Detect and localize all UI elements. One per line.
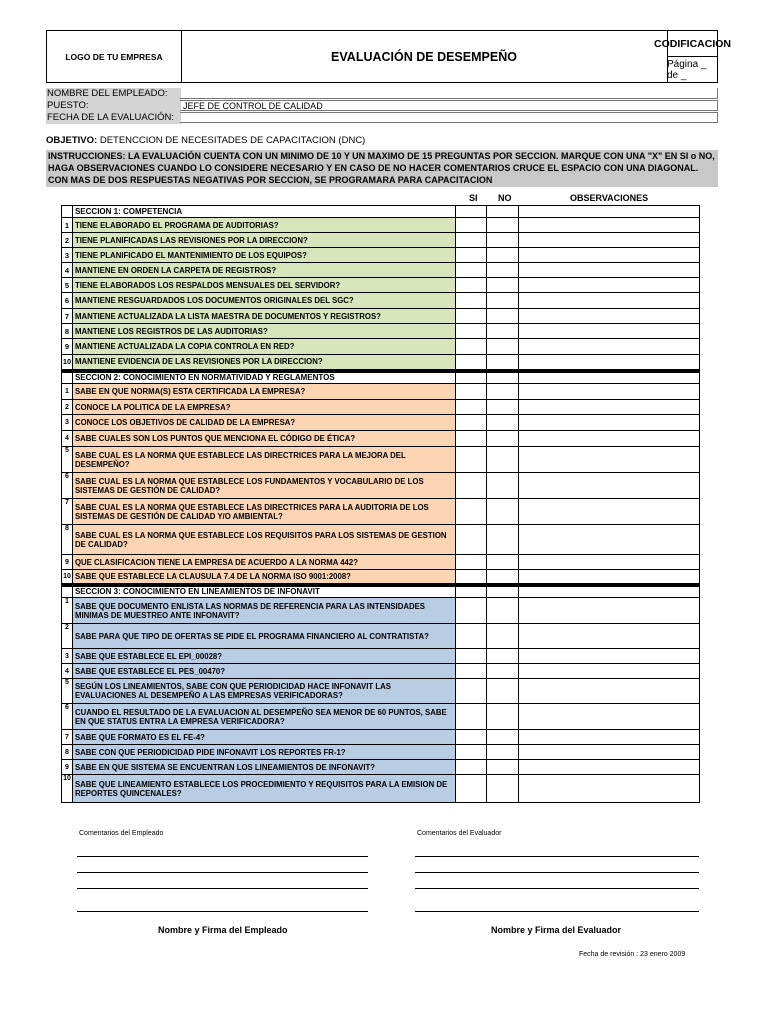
observations-cell[interactable] bbox=[518, 293, 699, 309]
question-text: SABE EN QUE SISTEMA SE ENCUENTRAN LOS LINEAMIENTOS DE INFONAVIT? bbox=[72, 760, 455, 775]
answer-si-cell[interactable] bbox=[455, 415, 487, 431]
answer-si-cell[interactable] bbox=[455, 745, 487, 760]
section-header-row bbox=[62, 585, 700, 598]
answer-no-cell[interactable] bbox=[487, 649, 519, 664]
question-text: MANTIENE EVIDENCIA DE LAS REVISIONES POR LA DIRECCION? bbox=[72, 355, 455, 371]
observations-cell[interactable] bbox=[518, 384, 699, 400]
evaluator-comments-label: Comentarios del Evaluador bbox=[417, 830, 502, 837]
question-row bbox=[62, 400, 700, 415]
answer-si-cell[interactable] bbox=[455, 525, 487, 555]
observations-cell bbox=[518, 206, 699, 218]
answer-no-cell[interactable] bbox=[487, 730, 519, 745]
answer-no-cell[interactable] bbox=[487, 339, 519, 355]
question-number: 6 bbox=[62, 473, 73, 499]
question-row bbox=[62, 324, 700, 339]
answer-si-cell[interactable] bbox=[455, 431, 487, 447]
question-row bbox=[62, 248, 700, 263]
question-row bbox=[62, 624, 700, 649]
observations-cell[interactable] bbox=[518, 218, 699, 233]
answer-si-cell[interactable] bbox=[455, 775, 487, 803]
answer-no-cell[interactable] bbox=[487, 447, 519, 473]
section-header-row bbox=[62, 371, 700, 384]
answer-si-cell[interactable] bbox=[455, 704, 487, 730]
answer-no-cell[interactable] bbox=[487, 624, 519, 649]
employee-row bbox=[46, 88, 718, 100]
observations-cell[interactable] bbox=[518, 525, 699, 555]
question-number: 5 bbox=[62, 679, 73, 704]
col-no: NO bbox=[498, 193, 512, 203]
evaluator-signature-line[interactable] bbox=[415, 911, 699, 912]
page-number: Página _ de _ bbox=[667, 58, 707, 81]
question-row bbox=[62, 775, 700, 803]
col-si: SI bbox=[469, 193, 478, 203]
question-row bbox=[62, 649, 700, 664]
answer-no-cell[interactable] bbox=[487, 664, 519, 679]
question-number: 1 bbox=[62, 598, 73, 624]
question-row bbox=[62, 339, 700, 355]
answer-si-cell[interactable] bbox=[455, 570, 487, 585]
answer-no-cell[interactable] bbox=[487, 570, 519, 585]
question-text: MANTIENE ACTUALIZADA LA COPIA CONTROLA EN RED? bbox=[72, 339, 455, 355]
answer-si-cell[interactable] bbox=[455, 233, 487, 248]
employee-comment-line[interactable] bbox=[77, 888, 368, 889]
question-row bbox=[62, 263, 700, 278]
answer-no-cell[interactable] bbox=[487, 293, 519, 309]
answer-si-cell[interactable] bbox=[455, 499, 487, 525]
answer-si-cell[interactable] bbox=[455, 339, 487, 355]
question-number: 8 bbox=[62, 525, 73, 555]
answer-si-cell[interactable] bbox=[455, 598, 487, 624]
question-text: TIENE PLANIFICADAS LAS REVISIONES POR LA DIRECCION? bbox=[72, 233, 455, 248]
answer-no-cell[interactable] bbox=[487, 324, 519, 339]
answer-no-cell[interactable] bbox=[487, 555, 519, 570]
question-number: 10 bbox=[62, 355, 73, 371]
question-text: SABE QUE ESTABLECE LA CLAUSULA 7.4 DE LA NORMA ISO 9001:2008? bbox=[72, 570, 455, 585]
observations-cell[interactable] bbox=[518, 664, 699, 679]
question-text: SABE CUAL ES LA NORMA QUE ESTABLECE LOS FUNDAMENTOS Y VOCABULARIO DE LOS SISTEMAS DE GESTIÓN DE CALIDAD? bbox=[72, 473, 455, 499]
no-cell bbox=[487, 371, 519, 384]
question-text: QUE CLASIFICACION TIENE LA EMPRESA DE ACUERDO A LA NORMA 442? bbox=[72, 555, 455, 570]
question-text: SABE PARA QUE TIPO DE OFERTAS SE PIDE EL PROGRAMA FINANCIERO AL CONTRATISTA? bbox=[72, 624, 455, 649]
question-number: 10 bbox=[62, 570, 73, 585]
answer-si-cell[interactable] bbox=[455, 624, 487, 649]
question-number: 9 bbox=[62, 339, 73, 355]
employee-comments-label: Comentarios del Empleado bbox=[79, 830, 164, 837]
answer-si-cell[interactable] bbox=[455, 263, 487, 278]
col-observaciones: OBSERVACIONES bbox=[570, 193, 649, 203]
question-number: 10 bbox=[62, 775, 73, 803]
answer-si-cell[interactable] bbox=[455, 400, 487, 415]
question-number: 3 bbox=[62, 248, 73, 263]
question-row bbox=[62, 760, 700, 775]
answer-si-cell[interactable] bbox=[455, 293, 487, 309]
question-number: 7 bbox=[62, 499, 73, 525]
employee-signature-label: Nombre y Firma del Empleado bbox=[158, 925, 288, 935]
answer-no-cell[interactable] bbox=[487, 355, 519, 371]
question-text: CONOCE LOS OBJETIVOS DE CALIDAD DE LA EMPRESA? bbox=[72, 415, 455, 431]
answer-no-cell[interactable] bbox=[487, 218, 519, 233]
answer-no-cell[interactable] bbox=[487, 233, 519, 248]
question-number: 5 bbox=[62, 278, 73, 293]
question-number: 3 bbox=[62, 649, 73, 664]
observations-cell[interactable] bbox=[518, 248, 699, 263]
question-row bbox=[62, 278, 700, 293]
question-number: 3 bbox=[62, 415, 73, 431]
answer-si-cell[interactable] bbox=[455, 248, 487, 263]
question-row bbox=[62, 664, 700, 679]
question-text: SABE QUE ESTABLECE EL EPI_00028? bbox=[72, 649, 455, 664]
question-text: SABE CUAL ES LA NORMA QUE ESTABLECE LAS DIRECTRICES PARA LA MEJORA DEL DESEMPEÑO? bbox=[72, 447, 455, 473]
answer-no-cell[interactable] bbox=[487, 431, 519, 447]
observations-cell[interactable] bbox=[518, 679, 699, 704]
answer-si-cell[interactable] bbox=[455, 760, 487, 775]
si-cell bbox=[455, 585, 487, 598]
answer-no-cell[interactable] bbox=[487, 248, 519, 263]
question-text: SABE QUE LINEAMIENTO ESTABLECE LOS PROCEDIMIENTO Y REQUISITOS PARA LA EMISION DE REPORTES QUINCENALES? bbox=[72, 775, 455, 803]
section-number-cell bbox=[62, 371, 73, 384]
question-text: CONOCE LA POLITICA DE LA EMPRESA? bbox=[72, 400, 455, 415]
question-text: MANTIENE LOS REGISTROS DE LAS AUDITORIAS? bbox=[72, 324, 455, 339]
answer-no-cell[interactable] bbox=[487, 704, 519, 730]
question-row bbox=[62, 384, 700, 400]
question-row bbox=[62, 555, 700, 570]
question-text: TIENE ELABORADO EL PROGRAMA DE AUDITORIAS? bbox=[72, 218, 455, 233]
employee-signature-line[interactable] bbox=[77, 911, 368, 912]
question-number: 4 bbox=[62, 664, 73, 679]
evaluator-signature-label: Nombre y Firma del Evaluador bbox=[491, 925, 622, 935]
answer-si-cell[interactable] bbox=[455, 324, 487, 339]
question-text: SABE CON QUE PERIODICIDAD PIDE INFONAVIT LOS REPORTES FR-1? bbox=[72, 745, 455, 760]
observations-cell[interactable] bbox=[518, 745, 699, 760]
question-number: 8 bbox=[62, 324, 73, 339]
answer-no-cell[interactable] bbox=[487, 598, 519, 624]
question-text: SABE CUALES SON LOS PUNTOS QUE MENCIONA EL CÓDIGO DE ÉTICA? bbox=[72, 431, 455, 447]
question-row bbox=[62, 499, 700, 525]
observations-cell[interactable] bbox=[518, 447, 699, 473]
answer-no-cell[interactable] bbox=[487, 278, 519, 293]
observations-cell[interactable] bbox=[518, 324, 699, 339]
question-row bbox=[62, 730, 700, 745]
question-row bbox=[62, 525, 700, 555]
observations-cell[interactable] bbox=[518, 775, 699, 803]
question-text: CUANDO EL RESULTADO DE LA EVALUACION AL DESEMPEÑO SEA MENOR DE 60 PUNTOS, SABE EN QUE STATUS ENTRA LA EMPRESA VERIFICADORA? bbox=[72, 704, 455, 730]
answer-si-cell[interactable] bbox=[455, 384, 487, 400]
answer-no-cell[interactable] bbox=[487, 400, 519, 415]
observations-cell[interactable] bbox=[518, 431, 699, 447]
section-title: SECCION 1: COMPETENCIA bbox=[72, 206, 455, 218]
question-number: 6 bbox=[62, 704, 73, 730]
observations-cell[interactable] bbox=[518, 760, 699, 775]
no-cell bbox=[487, 206, 519, 218]
section-number-cell bbox=[62, 585, 73, 598]
answer-no-cell[interactable] bbox=[487, 679, 519, 704]
observations-cell[interactable] bbox=[518, 473, 699, 499]
observations-cell[interactable] bbox=[518, 309, 699, 324]
question-number: 4 bbox=[62, 431, 73, 447]
question-number: 2 bbox=[62, 400, 73, 415]
position-row bbox=[46, 100, 718, 112]
employee-label: NOMBRE DEL EMPLEADO: bbox=[46, 88, 181, 100]
question-number: 9 bbox=[62, 555, 73, 570]
question-text: SABE EN QUE NORMA(S) ESTA CERTIFICADA LA EMPRESA? bbox=[72, 384, 455, 400]
answer-si-cell[interactable] bbox=[455, 649, 487, 664]
question-text: SABE CUAL ES LA NORMA QUE ESTABLECE LOS REQUISITOS PARA LOS SISTEMAS DE GESTION DE CALIDAD? bbox=[72, 525, 455, 555]
si-cell bbox=[455, 206, 487, 218]
codification-label: CODIFICACION bbox=[667, 31, 718, 57]
question-number: 1 bbox=[62, 218, 73, 233]
question-row bbox=[62, 570, 700, 585]
revision-date: Fecha de revisión : 23 enero 2009 bbox=[579, 951, 686, 958]
answer-si-cell[interactable] bbox=[455, 278, 487, 293]
question-row bbox=[62, 473, 700, 499]
si-cell bbox=[455, 371, 487, 384]
observations-cell[interactable] bbox=[518, 624, 699, 649]
observations-cell[interactable] bbox=[518, 598, 699, 624]
question-row bbox=[62, 293, 700, 309]
answer-no-cell[interactable] bbox=[487, 775, 519, 803]
observations-cell[interactable] bbox=[518, 400, 699, 415]
evaluation-table bbox=[61, 205, 700, 803]
question-row bbox=[62, 309, 700, 324]
question-row bbox=[62, 704, 700, 730]
question-row bbox=[62, 745, 700, 760]
question-row bbox=[62, 355, 700, 371]
observations-cell bbox=[518, 371, 699, 384]
answer-no-cell[interactable] bbox=[487, 745, 519, 760]
answer-si-cell[interactable] bbox=[455, 555, 487, 570]
observations-cell bbox=[518, 585, 699, 598]
observations-cell[interactable] bbox=[518, 570, 699, 585]
question-number: 2 bbox=[62, 624, 73, 649]
employee-comment-line[interactable] bbox=[77, 856, 368, 857]
evaluator-comment-line[interactable] bbox=[415, 872, 699, 873]
question-number: 2 bbox=[62, 233, 73, 248]
section-title: SECCION 2: CONOCIMIENTO EN NORMATIVIDAD Y REGLAMENTOS bbox=[72, 371, 455, 384]
employee-field[interactable] bbox=[180, 88, 718, 99]
question-text: SABE QUE DOCUMENTO ENLISTA LAS NORMAS DE REFERENCIA PARA LAS INTENSIDADES MINIMAS DE MUESTREO ANTE INFONAVIT? bbox=[72, 598, 455, 624]
question-number: 5 bbox=[62, 447, 73, 473]
question-row bbox=[62, 679, 700, 704]
section-number-cell bbox=[62, 206, 73, 218]
observations-cell[interactable] bbox=[518, 704, 699, 730]
answer-si-cell[interactable] bbox=[455, 355, 487, 371]
observations-cell[interactable] bbox=[518, 499, 699, 525]
answer-no-cell[interactable] bbox=[487, 499, 519, 525]
document-title: EVALUACIÓN DE DESEMPEÑO bbox=[181, 31, 668, 82]
employee-comment-line[interactable] bbox=[77, 872, 368, 873]
observations-cell[interactable] bbox=[518, 415, 699, 431]
question-number: 6 bbox=[62, 293, 73, 309]
answer-no-cell[interactable] bbox=[487, 415, 519, 431]
objective-value: DETENCCION DE NECESITADES DE CAPACITACION (DNC) bbox=[99, 135, 366, 146]
observations-cell[interactable] bbox=[518, 339, 699, 355]
question-text: SABE CUAL ES LA NORMA QUE ESTABLECE LAS DIRECTRICES PARA LA AUDITORIA DE LOS SISTEMAS DE GESTIÓN DE CALIDAD Y/O AMBIENTAL? bbox=[72, 499, 455, 525]
question-text: SABE QUE FORMATO ES EL FE-4? bbox=[72, 730, 455, 745]
answer-si-cell[interactable] bbox=[455, 309, 487, 324]
question-number: 4 bbox=[62, 263, 73, 278]
answer-no-cell[interactable] bbox=[487, 760, 519, 775]
position-field[interactable]: JEFE DE CONTROL DE CALIDAD bbox=[180, 100, 718, 111]
question-text: MANTIENE RESGUARDADOS LOS DOCUMENTOS ORIGINALES DEL SGC? bbox=[72, 293, 455, 309]
question-row bbox=[62, 598, 700, 624]
observations-cell[interactable] bbox=[518, 649, 699, 664]
objective bbox=[46, 135, 718, 146]
date-field[interactable] bbox=[180, 112, 718, 123]
answer-no-cell[interactable] bbox=[487, 384, 519, 400]
answer-si-cell[interactable] bbox=[455, 473, 487, 499]
answer-no-cell[interactable] bbox=[487, 309, 519, 324]
section-header-row bbox=[62, 206, 700, 218]
company-logo-placeholder: LOGO DE TU EMPRESA bbox=[47, 31, 182, 82]
objective-label: OBJETIVO: bbox=[46, 135, 98, 146]
document-header bbox=[46, 30, 731, 83]
observations-cell[interactable] bbox=[518, 730, 699, 745]
observations-cell[interactable] bbox=[518, 355, 699, 371]
observations-cell[interactable] bbox=[518, 555, 699, 570]
answer-si-cell[interactable] bbox=[455, 447, 487, 473]
question-number: 1 bbox=[62, 384, 73, 400]
answer-si-cell[interactable] bbox=[455, 730, 487, 745]
question-text: MANTIENE ACTUALIZADA LA LISTA MAESTRA DE DOCUMENTOS Y REGISTROS? bbox=[72, 309, 455, 324]
answer-si-cell[interactable] bbox=[455, 679, 487, 704]
question-text: SEGÚN LOS LINEAMIENTOS, SABE CON QUE PERIODICIDAD HACE INFONAVIT LAS EVALUACIONES AL DESEMPEÑO A LAS EMPRESAS VERIFICADORAS? bbox=[72, 679, 455, 704]
question-number: 7 bbox=[62, 730, 73, 745]
evaluator-comment-line[interactable] bbox=[415, 856, 699, 857]
question-number: 9 bbox=[62, 760, 73, 775]
question-row bbox=[62, 233, 700, 248]
answer-no-cell[interactable] bbox=[487, 263, 519, 278]
question-number: 7 bbox=[62, 309, 73, 324]
question-text: MANTIENE EN ORDEN LA CARPETA DE REGISTROS? bbox=[72, 263, 455, 278]
observations-cell[interactable] bbox=[518, 278, 699, 293]
question-text: SABE QUE ESTABLECE EL PES_00470? bbox=[72, 664, 455, 679]
position-label: PUESTO: bbox=[46, 100, 181, 112]
question-text: TIENE PLANIFICADO EL MANTENIMIENTO DE LOS EQUIPOS? bbox=[72, 248, 455, 263]
answer-si-cell[interactable] bbox=[455, 218, 487, 233]
question-number: 8 bbox=[62, 745, 73, 760]
observations-cell[interactable] bbox=[518, 263, 699, 278]
question-text: TIENE ELABORADOS LOS RESPALDOS MENSUALES DEL SERVIDOR? bbox=[72, 278, 455, 293]
answer-no-cell[interactable] bbox=[487, 473, 519, 499]
no-cell bbox=[487, 585, 519, 598]
question-row bbox=[62, 431, 700, 447]
date-label: FECHA DE LA EVALUACIÓN: bbox=[46, 112, 181, 124]
question-row bbox=[62, 415, 700, 431]
evaluator-comment-line[interactable] bbox=[415, 888, 699, 889]
date-row bbox=[46, 112, 718, 124]
question-row bbox=[62, 218, 700, 233]
answer-no-cell[interactable] bbox=[487, 525, 519, 555]
answer-si-cell[interactable] bbox=[455, 664, 487, 679]
section-title: SECCION 3: CONOCIMIENTO EN LINEAMIENTOS DE INFONAVIT bbox=[72, 585, 455, 598]
observations-cell[interactable] bbox=[518, 233, 699, 248]
instructions: INSTRUCCIONES: LA EVALUACIÓN CUENTA CON UN MINIMO DE 10 Y UN MAXIMO DE 15 PREGUNTAS POR SECCION. MARQUE CON UNA "X" EN SI o NO, HAGA OBSERVACIONES CUANDO LO CONSIDERE NECESARIO Y EN CASO DE NO HACER COMENTARIOS CRUCE EL ESPACIO CON UNA DIAGONAL. CON MAS DE DOS RESPUESTAS NEGATIVAS POR SECCION, SE PROGRAMARA PARA CAPACITACION bbox=[46, 150, 718, 187]
question-row bbox=[62, 447, 700, 473]
